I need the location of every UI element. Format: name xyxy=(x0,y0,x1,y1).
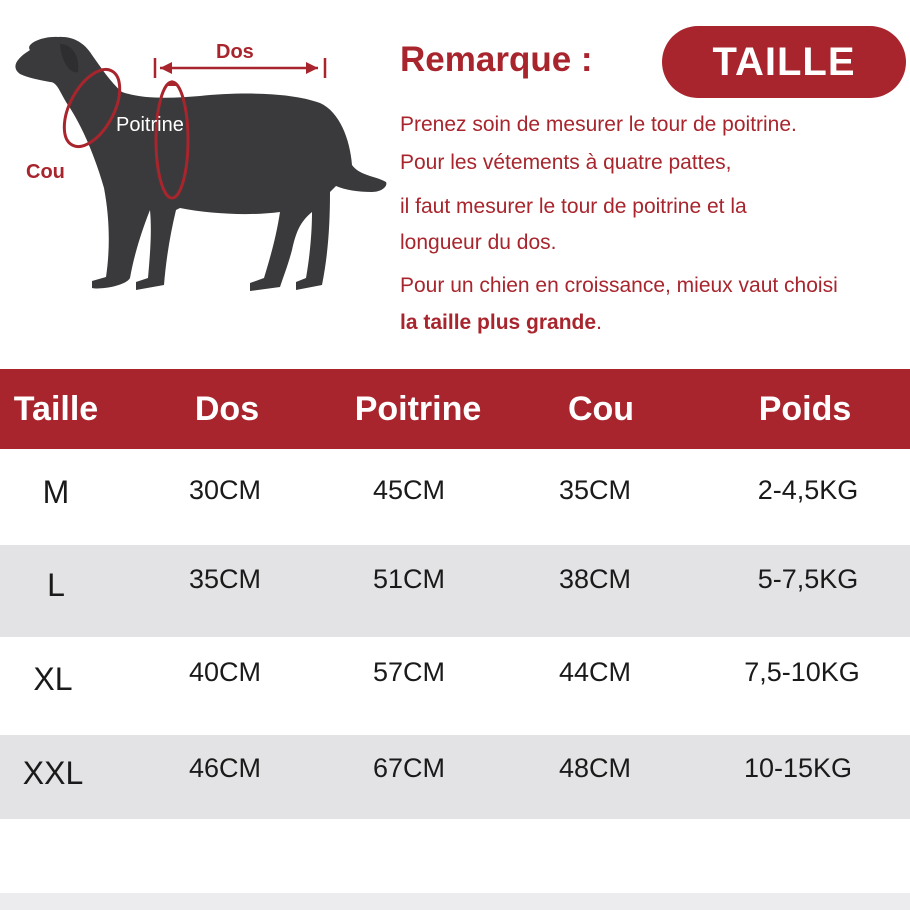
poitrine-cell: 45CM xyxy=(372,475,446,505)
header-dos: Dos xyxy=(194,390,260,428)
remarque-title: Remarque : xyxy=(400,40,593,79)
cou-cell: 48CM xyxy=(558,753,632,783)
poids-cell: 5-7,5KG xyxy=(757,564,859,594)
cou-cell: 35CM xyxy=(558,475,632,505)
table-row xyxy=(0,735,910,819)
size-cell: L xyxy=(47,567,65,603)
size-cell: M xyxy=(42,474,70,510)
table-row xyxy=(0,449,910,545)
header-poids: Poids xyxy=(758,390,852,428)
dos-cell: 30CM xyxy=(188,475,262,505)
size-cell: XXL xyxy=(22,755,84,791)
note-line-3: il faut mesurer le tour de poitrine et la xyxy=(400,195,747,218)
size-cell: XL xyxy=(33,661,73,697)
note-line-2: Pour les vétements à quatre pattes, xyxy=(400,151,732,174)
dos-cell: 46CM xyxy=(188,753,262,783)
poids-cell: 7,5-10KG xyxy=(744,657,860,687)
header-poitrine: Poitrine xyxy=(354,390,482,428)
poitrine-cell: 67CM xyxy=(372,753,446,783)
note-line-4: longueur du dos. xyxy=(400,231,557,254)
note-line-5: Pour un chien en croissance, mieux vaut choisi xyxy=(400,274,838,297)
table-row xyxy=(0,545,910,637)
size-table-header xyxy=(0,369,910,449)
cou-cell: 44CM xyxy=(558,657,632,687)
header-cou: Cou xyxy=(567,390,635,428)
header-taille: Taille xyxy=(13,390,99,428)
dog-measurement-diagram xyxy=(0,0,400,320)
dos-label: Dos xyxy=(216,41,254,63)
note-emphasis: la taille plus grande xyxy=(400,311,597,334)
dos-cell: 40CM xyxy=(188,657,262,687)
poitrine-cell: 57CM xyxy=(372,657,446,687)
poitrine-label: Poitrine xyxy=(116,114,184,136)
poids-cell: 10-15KG xyxy=(743,753,853,783)
bottom-divider xyxy=(0,893,910,910)
note-line-6 xyxy=(400,311,602,335)
table-row xyxy=(0,637,910,735)
poitrine-cell: 51CM xyxy=(372,564,446,594)
note-line-1: Prenez soin de mesurer le tour de poitrine. xyxy=(400,113,797,136)
taille-badge: TAILLE xyxy=(662,26,906,98)
poids-cell: 2-4,5KG xyxy=(757,475,859,505)
dos-cell: 35CM xyxy=(188,564,262,594)
dog-silhouette xyxy=(15,37,386,291)
cou-cell: 38CM xyxy=(558,564,632,594)
cou-label: Cou xyxy=(26,161,65,183)
note-emphasis-suffix: . xyxy=(596,311,602,334)
